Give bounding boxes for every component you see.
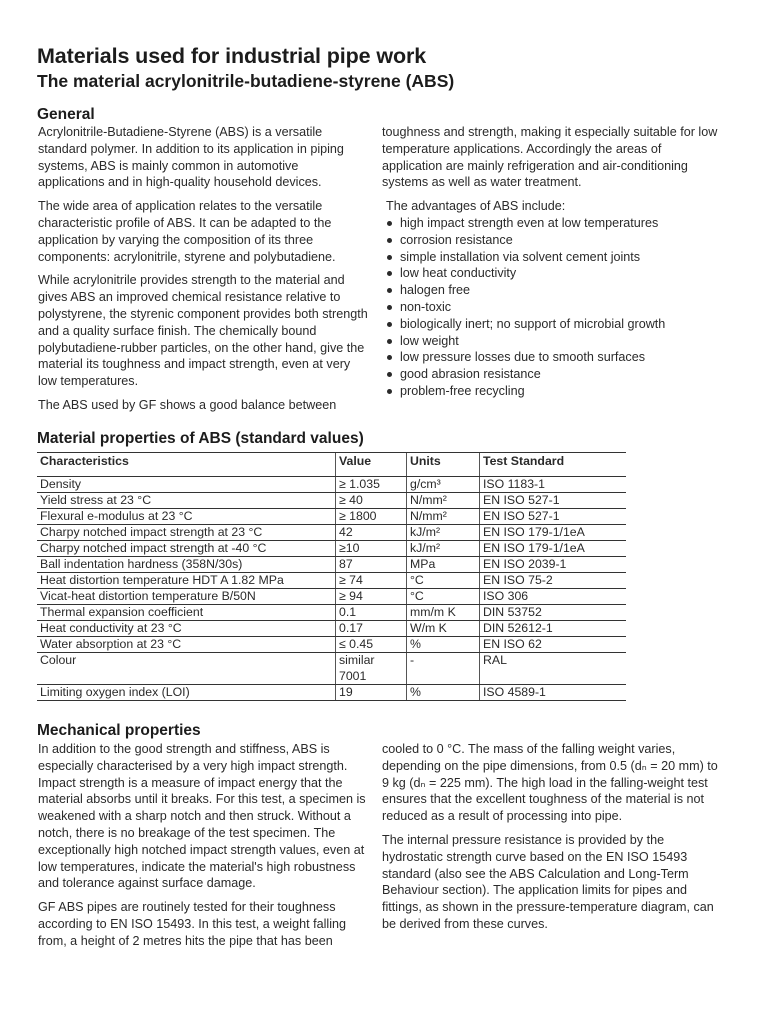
table-row — [37, 557, 626, 573]
cell-units: °C — [407, 589, 480, 605]
column-header: Characteristics — [37, 453, 336, 477]
cell-standard: ISO 306 — [480, 589, 627, 605]
list-item: low weight — [386, 333, 722, 350]
bullet-icon — [387, 221, 392, 226]
list-item: good abrasion resistance — [386, 366, 722, 383]
cell-value: ≥10 — [336, 541, 407, 557]
paragraph: In addition to the good strength and stiffness, ABS is especially characterised by a very high impact strength. Impact strength is a measure of impact energy that the material absorbs until it breaks. For this test, a specimen is weakened with a sharp notch and then struck. Without a notch, there is no breakage of the test specimen. The exceptionally high notched impact strength values, even at low temperatures, indicate the material's high robustness and tolerance against surface damage. — [38, 742, 366, 891]
general-right-column — [382, 124, 722, 400]
bullet-icon — [387, 322, 392, 327]
cell-value: ≥ 74 — [336, 573, 407, 589]
table-row — [37, 541, 626, 557]
table-row — [37, 525, 626, 541]
bullet-icon — [387, 389, 392, 394]
cell-characteristic: Colour — [37, 653, 336, 685]
cell-units: % — [407, 637, 480, 653]
cell-characteristic: Charpy notched impact strength at 23 °C — [37, 525, 336, 541]
cell-value: ≥ 94 — [336, 589, 407, 605]
bullet-icon — [387, 255, 392, 260]
cell-standard: ISO 4589-1 — [480, 685, 627, 701]
list-item: low pressure losses due to smooth surfaces — [386, 349, 722, 366]
cell-characteristic: Limiting oxygen index (LOI) — [37, 685, 336, 701]
cell-standard: EN ISO 75-2 — [480, 573, 627, 589]
list-item: biologically inert; no support of microbial growth — [386, 316, 722, 333]
cell-standard: EN ISO 179-1/1eA — [480, 525, 627, 541]
cell-value: ≥ 1.035 — [336, 477, 407, 493]
bullet-icon — [387, 271, 392, 276]
cell-value: similar 7001 — [336, 653, 407, 685]
table-row — [37, 605, 626, 621]
cell-value: 0.17 — [336, 621, 407, 637]
column-header: Units — [407, 453, 480, 477]
bullet-icon — [387, 339, 392, 344]
cell-units: mm/m K — [407, 605, 480, 621]
table-row — [37, 493, 626, 509]
bullet-icon — [387, 288, 392, 293]
paragraph: The ABS used by GF shows a good balance between — [38, 397, 337, 412]
paragraph: cooled to 0 °C. The mass of the falling weight varies, depending on the pipe dimensions, from 0.5 (dₙ = 20 mm) to 9 kg (dₙ = 225 mm). The high load in the falling-weight test ensures that the excellent toughness of the material is not reduced as a result of processing into pipe. — [382, 742, 718, 824]
list-item: low heat conductivity — [386, 265, 722, 282]
cell-standard: RAL — [480, 653, 627, 685]
cell-standard: EN ISO 179-1/1eA — [480, 541, 627, 557]
cell-units: kJ/m² — [407, 541, 480, 557]
section-heading-general: General — [37, 106, 95, 123]
bullet-icon — [387, 305, 392, 310]
cell-units: kJ/m² — [407, 525, 480, 541]
cell-characteristic: Ball indentation hardness (358N/30s) — [37, 557, 336, 573]
paragraph: Acrylonitrile-Butadiene-Styrene (ABS) is a versatile standard polymer. In addition to its application in piping systems, ABS is mainly common in automotive applications and in high-quality household devices. — [38, 125, 344, 190]
cell-standard: EN ISO 62 — [480, 637, 627, 653]
cell-units: - — [407, 653, 480, 685]
column-header: Value — [336, 453, 407, 477]
cell-characteristic: Water absorption at 23 °C — [37, 637, 336, 653]
list-item: non-toxic — [386, 299, 722, 316]
paragraph: The internal pressure resistance is provided by the hydrostatic strength curve based on the EN ISO 15493 standard (also see the ABS Calculation and Long-Term Behaviour section). The application limits for pipes and fittings, as shown in the pressure-temperature diagram, can be derived from these curves. — [382, 832, 714, 931]
table-row — [37, 621, 626, 637]
list-item: high impact strength even at low temperatures — [386, 215, 722, 232]
table-row — [37, 509, 626, 525]
document-subtitle: The material acrylonitrile-butadiene-styrene (ABS) — [37, 71, 455, 91]
cell-characteristic: Yield stress at 23 °C — [37, 493, 336, 509]
list-item: corrosion resistance — [386, 232, 722, 249]
table-row — [37, 589, 626, 605]
paragraph: GF ABS pipes are routinely tested for their toughness according to EN ISO 15493. In this test, a weight falling from, a height of 2 metres hits the pipe that has been — [38, 900, 347, 948]
cell-units: °C — [407, 573, 480, 589]
mechanical-left-column — [38, 741, 368, 957]
general-left-column — [38, 124, 368, 421]
list-item: problem-free recycling — [386, 383, 722, 400]
cell-standard: EN ISO 527-1 — [480, 509, 627, 525]
bullet-icon — [387, 355, 392, 360]
cell-standard: EN ISO 527-1 — [480, 493, 627, 509]
column-header: Test Standard — [480, 453, 627, 477]
cell-value: 87 — [336, 557, 407, 573]
section-heading-mechanical: Mechanical properties — [37, 722, 201, 739]
cell-characteristic: Vicat-heat distortion temperature B/50N — [37, 589, 336, 605]
table-row — [37, 573, 626, 589]
bullet-icon — [387, 238, 392, 243]
cell-standard: DIN 53752 — [480, 605, 627, 621]
table-row — [37, 653, 626, 685]
cell-units: N/mm² — [407, 493, 480, 509]
list-item: halogen free — [386, 282, 722, 299]
mechanical-right-column — [382, 741, 722, 940]
table-row — [37, 477, 626, 493]
table-row — [37, 685, 626, 701]
cell-value: 19 — [336, 685, 407, 701]
cell-characteristic: Charpy notched impact strength at -40 °C — [37, 541, 336, 557]
cell-value: ≥ 40 — [336, 493, 407, 509]
cell-standard: DIN 52612-1 — [480, 621, 627, 637]
cell-units: MPa — [407, 557, 480, 573]
cell-standard: ISO 1183-1 — [480, 477, 627, 493]
cell-units: % — [407, 685, 480, 701]
cell-value: 0.1 — [336, 605, 407, 621]
cell-characteristic: Density — [37, 477, 336, 493]
cell-value: 42 — [336, 525, 407, 541]
table-header-row — [37, 453, 626, 477]
cell-characteristic: Flexural e-modulus at 23 °C — [37, 509, 336, 525]
cell-characteristic: Heat conductivity at 23 °C — [37, 621, 336, 637]
advantages-intro: The advantages of ABS include: — [386, 199, 566, 214]
advantages-list — [382, 215, 722, 400]
paragraph: The wide area of application relates to the versatile characteristic profile of ABS. It can be adapted to the application by varying the composition of its three components: acrylonitrile, styrene and polybutadiene. — [38, 199, 336, 264]
list-item: simple installation via solvent cement joints — [386, 249, 722, 266]
cell-units: N/mm² — [407, 509, 480, 525]
cell-value: ≥ 1800 — [336, 509, 407, 525]
bullet-icon — [387, 372, 392, 377]
section-heading-properties: Material properties of ABS (standard values) — [37, 430, 364, 447]
cell-characteristic: Thermal expansion coefficient — [37, 605, 336, 621]
paragraph: toughness and strength, making it especially suitable for low temperature applications. Accordingly the areas of application are mainly refrigeration and air-conditioning systems as well as water treatment. — [382, 125, 718, 190]
paragraph: While acrylonitrile provides strength to the material and gives ABS an improved chemical resistance relative to polystyrene, the styrenic component provides both strength and a quality surface finish. The chemically bound polybutadiene-rubber particles, on the other hand, give the material its toughness and impact strength, even at very low temperatures. — [38, 273, 368, 389]
cell-standard: EN ISO 2039-1 — [480, 557, 627, 573]
cell-units: g/cm³ — [407, 477, 480, 493]
table-row — [37, 637, 626, 653]
cell-characteristic: Heat distortion temperature HDT A 1.82 MPa — [37, 573, 336, 589]
cell-value: ≤ 0.45 — [336, 637, 407, 653]
document-title: Materials used for industrial pipe work — [37, 44, 427, 68]
cell-units: W/m K — [407, 621, 480, 637]
properties-table — [37, 452, 626, 701]
